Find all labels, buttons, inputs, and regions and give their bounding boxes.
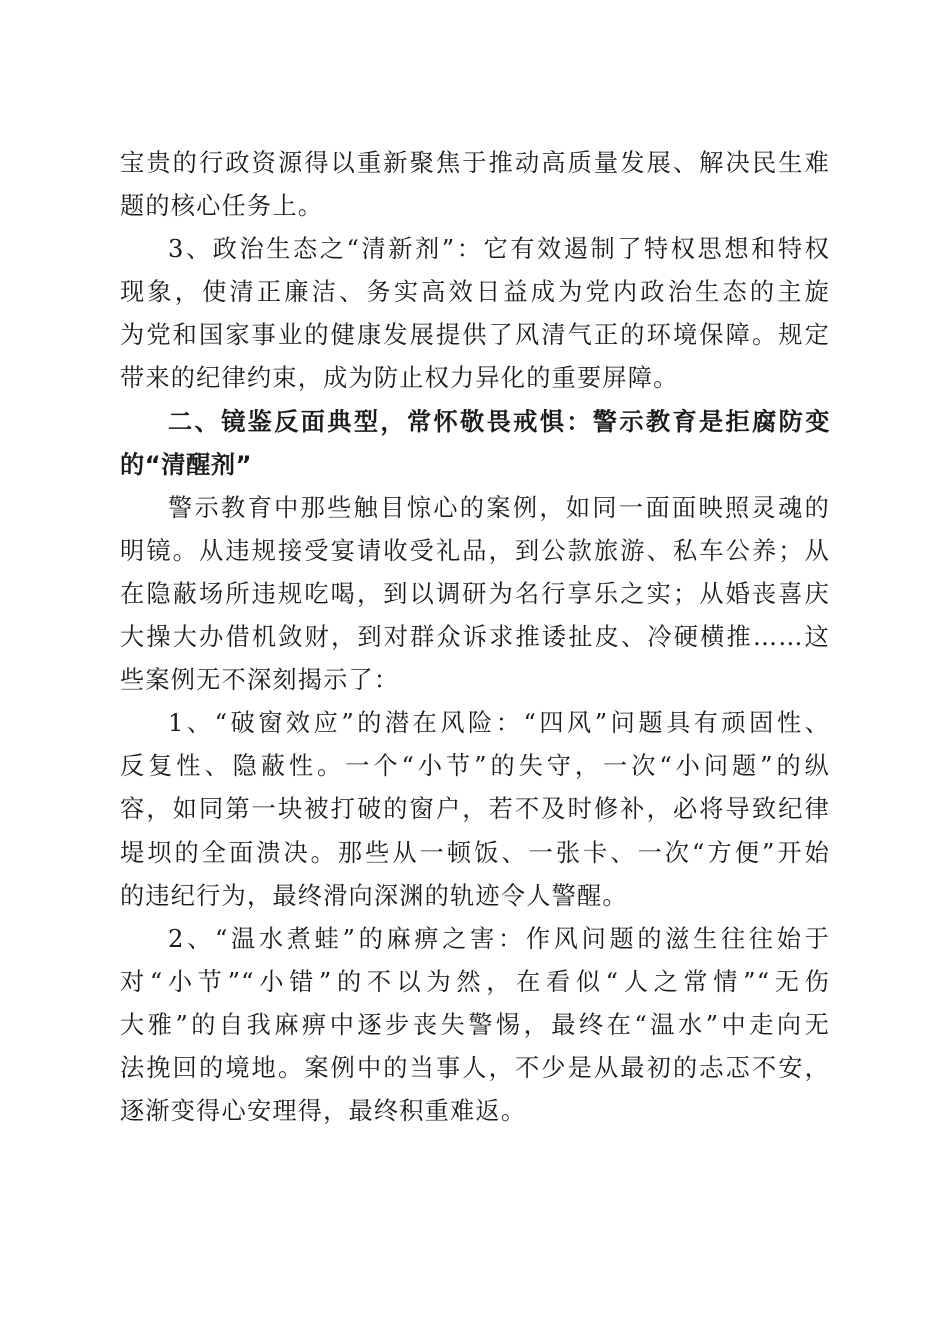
text-line: 大操大办借机敛财，到对群众诉求推诿扯皮、冷硬横推……这 — [120, 623, 830, 652]
section-heading: 二、镜鉴反面典型，常怀敬畏戒惧：警示教育是拒腐防变 — [168, 407, 830, 436]
text-line: 在隐蔽场所违规吃喝，到以调研为名行享乐之实；从婚丧喜庆 — [120, 579, 830, 608]
paragraph-3-start: 3、政治生态之“清新剂”：它有效遏制了特权思想和特权 — [168, 235, 830, 264]
text-line: 反复性、隐蔽性。一个“小节”的失守，一次“小问题”的纵 — [120, 752, 830, 781]
paragraph-2-start: 2、“温水煮蛙”的麻痹之害：作风问题的滋生往往始于 — [168, 924, 830, 953]
text-line: 题的核心任务上。 — [120, 192, 324, 221]
text-line: 法挽回的境地。案例中的当事人，不少是从最初的忐忑不安， — [120, 1053, 830, 1082]
text-line: 的违纪行为，最终滑向深渊的轨迹令人警醒。 — [120, 881, 628, 910]
text-line: 为党和国家事业的健康发展提供了风清气正的环境保障。规定 — [120, 321, 830, 350]
text-line: 宝贵的行政资源得以重新聚焦于推动高质量发展、解决民生难 — [120, 149, 830, 177]
text-line: 容，如同第一块被打破的窗户，若不及时修补，必将导致纪律 — [120, 795, 830, 824]
text-line: 大雅”的自我麻痹中逐步丧失警惕，最终在“温水”中走向无 — [120, 1010, 830, 1039]
paragraph-1-start: 1、“破窗效应”的潜在风险：“四风”问题具有顽固性、 — [168, 709, 830, 738]
document-page — [120, 142, 830, 1133]
text-line: 堤坝的全面溃决。那些从一顿饭、一张卡、一次“方便”开始 — [120, 838, 830, 867]
text-line: 带来的纪律约束，成为防止权力异化的重要屏障。 — [120, 364, 679, 393]
section-heading-continued: 的“清醒剂” — [120, 450, 253, 479]
text-line: 对“小节”“小错”的不以为然，在看似“人之常情”“无伤 — [120, 967, 830, 996]
text-line: 明镜。从违规接受宴请收受礼品，到公款旅游、私车公养；从 — [120, 536, 830, 565]
text-line: 现象，使清正廉洁、务实高效日益成为党内政治生态的主旋 — [120, 278, 830, 307]
paragraph-start: 警示教育中那些触目惊心的案例，如同一面面映照灵魂的 — [168, 493, 830, 522]
text-line: 逐渐变得心安理得，最终积重难返。 — [120, 1097, 527, 1126]
text-line: 些案例无不深刻揭示了： — [120, 666, 400, 695]
